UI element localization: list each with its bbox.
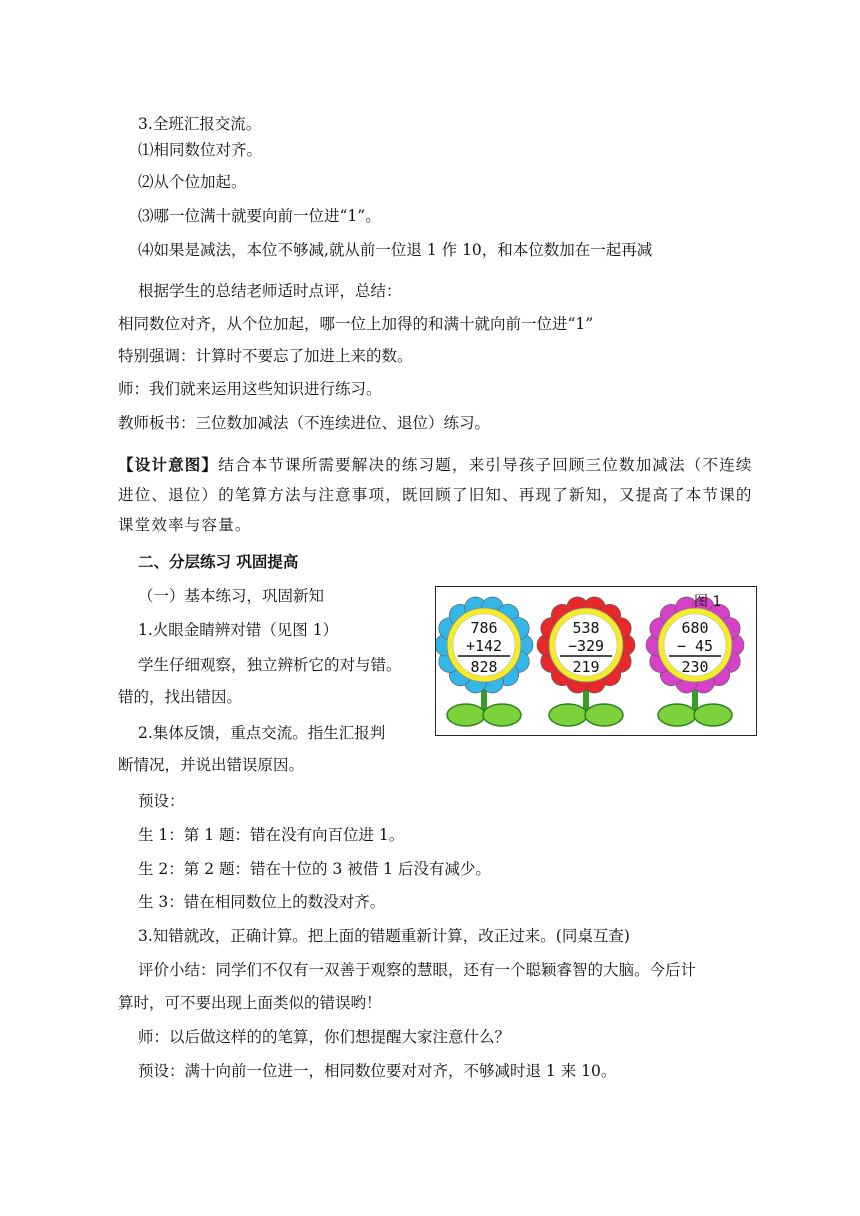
line-2: ⑴相同数位对齐。 (138, 141, 263, 159)
addend-top: 680 (681, 619, 709, 637)
figure-label: 图 1 (694, 594, 722, 610)
line-1: 3.全班汇报交流。 (138, 115, 262, 133)
line-6: 根据学生的总结老师适时点评，总结： (138, 282, 402, 300)
result: 828 (470, 658, 498, 676)
para-3a: 2.集体反馈，重点交流。指生汇报判 (138, 724, 386, 742)
para-8: 3.知错就改，正确计算。把上面的错题重新计算，改正过来。(同桌互查) (138, 927, 630, 945)
design-intent-paragraph (118, 450, 758, 540)
design-intent-tag: 【设计意图】 (118, 455, 219, 474)
operand-mid: +142 (465, 637, 503, 655)
figure-1 (435, 586, 757, 736)
operand-mid: −329 (567, 637, 605, 655)
para-4: 预设： (138, 792, 185, 810)
para-11: 预设：满十向前一位进一，相同数位要对对齐，不够减时退 1 来 10。 (138, 1062, 617, 1080)
result: 230 (681, 658, 709, 676)
para-9b: 算时，可不要出现上面类似的错误哟！ (118, 994, 382, 1012)
para-2a: 学生仔细观察，独立辨析它的对与错。 (138, 656, 402, 674)
result: 219 (572, 658, 600, 676)
operand-mid: − 45 (676, 637, 714, 655)
line-9: 师：我们就来运用这些知识进行练习。 (118, 380, 382, 398)
para-2b: 错的，找出错因。 (118, 688, 243, 706)
para-3b: 断情况，并说出错误原因。 (118, 756, 305, 774)
section-heading: 二、分层练习 巩固提高 (138, 553, 299, 571)
subsection-heading: （一）基本练习，巩固新知 (138, 587, 325, 605)
para-6: 生 2：第 2 题：错在十位的 3 被借 1 后没有减少。 (138, 860, 491, 878)
line-3: ⑵从个位加起。 (138, 173, 247, 191)
flower-3 (646, 597, 744, 726)
para-10: 师：以后做这样的的笔算，你们想提醒大家注意什么？ (138, 1028, 511, 1046)
line-10: 教师板书：三位数加减法（不连续进位、退位）练习。 (118, 414, 491, 432)
line-8: 特别强调：计算时不要忘了加进上来的数。 (118, 347, 413, 365)
para-1: 1.火眼金睛辨对错（见图 1） (138, 621, 339, 639)
design-intent-text: 结合本节课所需要解决的练习题，来引导孩子回顾三位数加减法（不连续进位、退位）的笔算方法与注意事项，既回顾了旧知、再现了新知，又提高了本节课的课堂效率与容量。 (118, 456, 753, 534)
line-4: ⑶哪一位满十就要向前一位进“1”。 (138, 207, 381, 225)
para-9a: 评价小结：同学们不仅有一双善于观察的慧眼，还有一个聪颖睿智的大脑。今后计 (138, 961, 697, 979)
line-7: 相同数位对齐，从个位加起，哪一位上加得的和满十就向前一位进“1” (118, 315, 594, 333)
flower-1 (436, 597, 533, 726)
line-5: ⑷如果是减法，本位不够减,就从前一位退 1 作 10，和本位数加在一起再减 (138, 241, 653, 259)
flower-2 (537, 597, 635, 726)
addend-top: 786 (470, 619, 498, 637)
addend-top: 538 (572, 619, 600, 637)
para-5: 生 1：第 1 题：错在没有向百位进 1。 (138, 826, 405, 844)
para-7: 生 3：错在相同数位上的数没对齐。 (138, 893, 386, 911)
